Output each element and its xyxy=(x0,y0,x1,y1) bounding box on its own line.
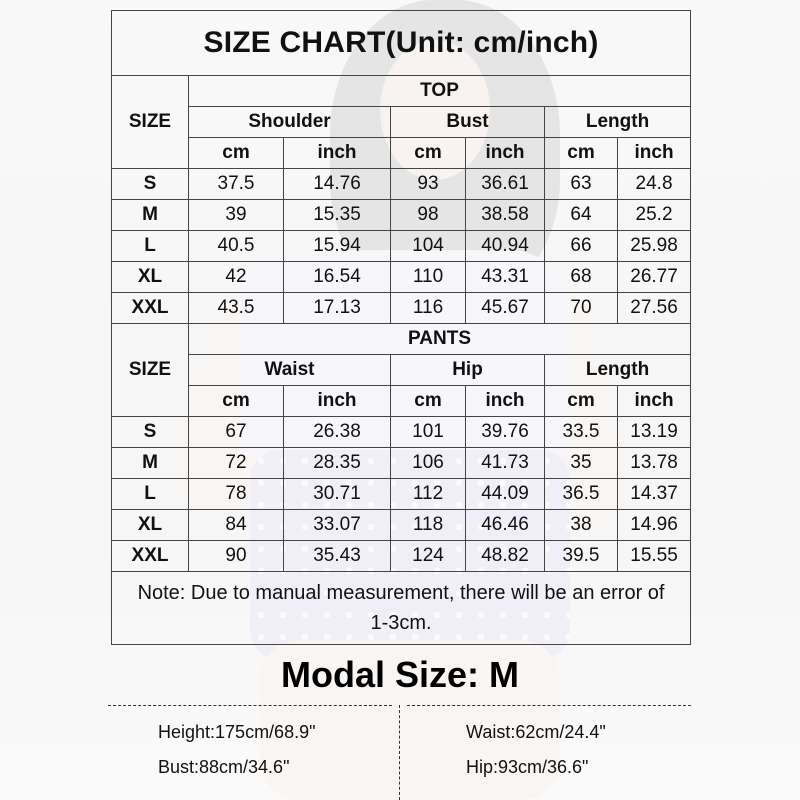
value-cell: 63 xyxy=(545,169,618,200)
size-cell: L xyxy=(112,479,189,510)
top-unit-header: cm xyxy=(189,138,284,169)
value-cell: 118 xyxy=(391,510,466,541)
value-cell: 13.19 xyxy=(618,417,691,448)
value-cell: 37.5 xyxy=(189,169,284,200)
pants-table-row xyxy=(112,510,691,541)
pants-unit-header: cm xyxy=(189,386,284,417)
value-cell: 15.94 xyxy=(284,231,391,262)
value-cell: 26.77 xyxy=(618,262,691,293)
value-cell: 101 xyxy=(391,417,466,448)
top-unit-header: cm xyxy=(545,138,618,169)
pants-group-header: Waist xyxy=(189,355,391,386)
value-cell: 35 xyxy=(545,448,618,479)
top-unit-header: cm xyxy=(391,138,466,169)
pants-unit-header: inch xyxy=(284,386,391,417)
value-cell: 38 xyxy=(545,510,618,541)
value-cell: 67 xyxy=(189,417,284,448)
pants-section-label: PANTS xyxy=(189,324,691,355)
value-cell: 33.5 xyxy=(545,417,618,448)
pants-unit-header: inch xyxy=(466,386,545,417)
value-cell: 30.71 xyxy=(284,479,391,510)
size-chart-table xyxy=(111,10,691,645)
size-cell: XL xyxy=(112,510,189,541)
value-cell: 33.07 xyxy=(284,510,391,541)
value-cell: 46.46 xyxy=(466,510,545,541)
model-size-title: Modal Size: M xyxy=(280,654,519,695)
value-cell: 13.78 xyxy=(618,448,691,479)
value-cell: 104 xyxy=(391,231,466,262)
pants-unit-header: inch xyxy=(618,386,691,417)
top-size-header: SIZE xyxy=(112,76,189,169)
top-table-row xyxy=(112,293,691,324)
value-cell: 39.5 xyxy=(545,541,618,572)
value-cell: 25.98 xyxy=(618,231,691,262)
size-cell: XXL xyxy=(112,293,189,324)
model-hip: Hip:93cm/36.6" xyxy=(466,757,589,777)
divider-right xyxy=(407,705,691,706)
divider-left xyxy=(108,705,392,706)
value-cell: 14.96 xyxy=(618,510,691,541)
model-waist: Waist:62cm/24.4" xyxy=(466,722,606,742)
value-cell: 45.67 xyxy=(466,293,545,324)
value-cell: 78 xyxy=(189,479,284,510)
top-unit-header: inch xyxy=(284,138,391,169)
size-cell: XL xyxy=(112,262,189,293)
value-cell: 116 xyxy=(391,293,466,324)
value-cell: 66 xyxy=(545,231,618,262)
chart-title: SIZE CHART(Unit: cm/inch) xyxy=(112,11,691,76)
size-cell: XXL xyxy=(112,541,189,572)
value-cell: 43.5 xyxy=(189,293,284,324)
pants-table-row xyxy=(112,479,691,510)
pants-group-header: Length xyxy=(545,355,691,386)
value-cell: 90 xyxy=(189,541,284,572)
value-cell: 14.37 xyxy=(618,479,691,510)
value-cell: 16.54 xyxy=(284,262,391,293)
value-cell: 41.73 xyxy=(466,448,545,479)
value-cell: 70 xyxy=(545,293,618,324)
value-cell: 35.43 xyxy=(284,541,391,572)
value-cell: 24.8 xyxy=(618,169,691,200)
top-group-header: Bust xyxy=(391,107,545,138)
value-cell: 25.2 xyxy=(618,200,691,231)
value-cell: 112 xyxy=(391,479,466,510)
model-height: Height:175cm/68.9" xyxy=(158,722,316,742)
top-group-header: Shoulder xyxy=(189,107,391,138)
value-cell: 64 xyxy=(545,200,618,231)
pants-unit-header: cm xyxy=(391,386,466,417)
size-cell: M xyxy=(112,200,189,231)
value-cell: 98 xyxy=(391,200,466,231)
measurement-note: Note: Due to manual measurement, there will be an error of 1-3cm. xyxy=(112,572,691,645)
pants-size-header: SIZE xyxy=(112,324,189,417)
value-cell: 110 xyxy=(391,262,466,293)
size-cell: S xyxy=(112,169,189,200)
top-group-header: Length xyxy=(545,107,691,138)
value-cell: 48.82 xyxy=(466,541,545,572)
value-cell: 43.31 xyxy=(466,262,545,293)
value-cell: 27.56 xyxy=(618,293,691,324)
value-cell: 84 xyxy=(189,510,284,541)
top-unit-header: inch xyxy=(618,138,691,169)
value-cell: 39 xyxy=(189,200,284,231)
top-table-row xyxy=(112,231,691,262)
value-cell: 68 xyxy=(545,262,618,293)
value-cell: 14.76 xyxy=(284,169,391,200)
size-cell: S xyxy=(112,417,189,448)
value-cell: 26.38 xyxy=(284,417,391,448)
value-cell: 93 xyxy=(391,169,466,200)
value-cell: 42 xyxy=(189,262,284,293)
pants-group-header: Hip xyxy=(391,355,545,386)
size-cell: M xyxy=(112,448,189,479)
value-cell: 39.76 xyxy=(466,417,545,448)
pants-unit-header: cm xyxy=(545,386,618,417)
value-cell: 17.13 xyxy=(284,293,391,324)
value-cell: 40.5 xyxy=(189,231,284,262)
value-cell: 44.09 xyxy=(466,479,545,510)
value-cell: 40.94 xyxy=(466,231,545,262)
value-cell: 124 xyxy=(391,541,466,572)
pants-table-row xyxy=(112,448,691,479)
value-cell: 36.5 xyxy=(545,479,618,510)
top-table-row xyxy=(112,169,691,200)
size-cell: L xyxy=(112,231,189,262)
top-unit-header: inch xyxy=(466,138,545,169)
pants-table-row xyxy=(112,541,691,572)
value-cell: 106 xyxy=(391,448,466,479)
value-cell: 38.58 xyxy=(466,200,545,231)
value-cell: 36.61 xyxy=(466,169,545,200)
top-table-row xyxy=(112,200,691,231)
top-table-row xyxy=(112,262,691,293)
value-cell: 72 xyxy=(189,448,284,479)
model-bust: Bust:88cm/34.6" xyxy=(158,757,290,777)
pants-table-row xyxy=(112,417,691,448)
value-cell: 15.55 xyxy=(618,541,691,572)
top-section-label: TOP xyxy=(189,76,691,107)
value-cell: 15.35 xyxy=(284,200,391,231)
divider-vertical xyxy=(399,705,400,800)
value-cell: 28.35 xyxy=(284,448,391,479)
